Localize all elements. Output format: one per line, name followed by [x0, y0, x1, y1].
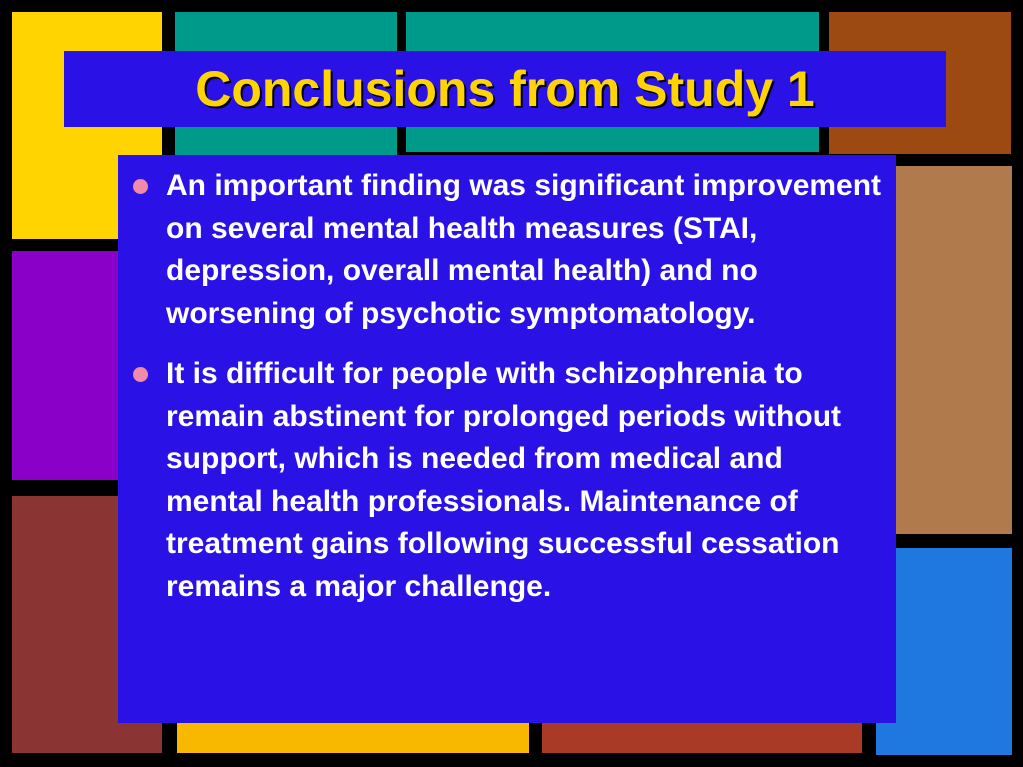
bullet-dot-icon	[133, 367, 148, 382]
bullet-list	[166, 165, 884, 608]
content-panel	[118, 155, 896, 723]
bullet-dot-icon	[133, 179, 148, 194]
bullet-item-2	[166, 353, 884, 608]
bullet-item-1	[166, 165, 884, 335]
title-bar	[64, 51, 946, 127]
bullet-text-2: It is difficult for people with schizophrenia to remain abstinent for prolonged periods without support, which is needed from medical and mental health professionals. Maintenance of treatment gains following successful cessation remains a major challenge.	[166, 357, 842, 603]
decor-tile-tan	[876, 166, 1012, 534]
bullet-text-1: An important finding was significant improvement on several mental health measures (STAI, depression, overall mental health) and no worsening of psychotic symptomatology.	[166, 169, 882, 330]
decor-tile-sky	[876, 548, 1012, 755]
slide-title: Conclusions from Study 1	[195, 61, 815, 117]
